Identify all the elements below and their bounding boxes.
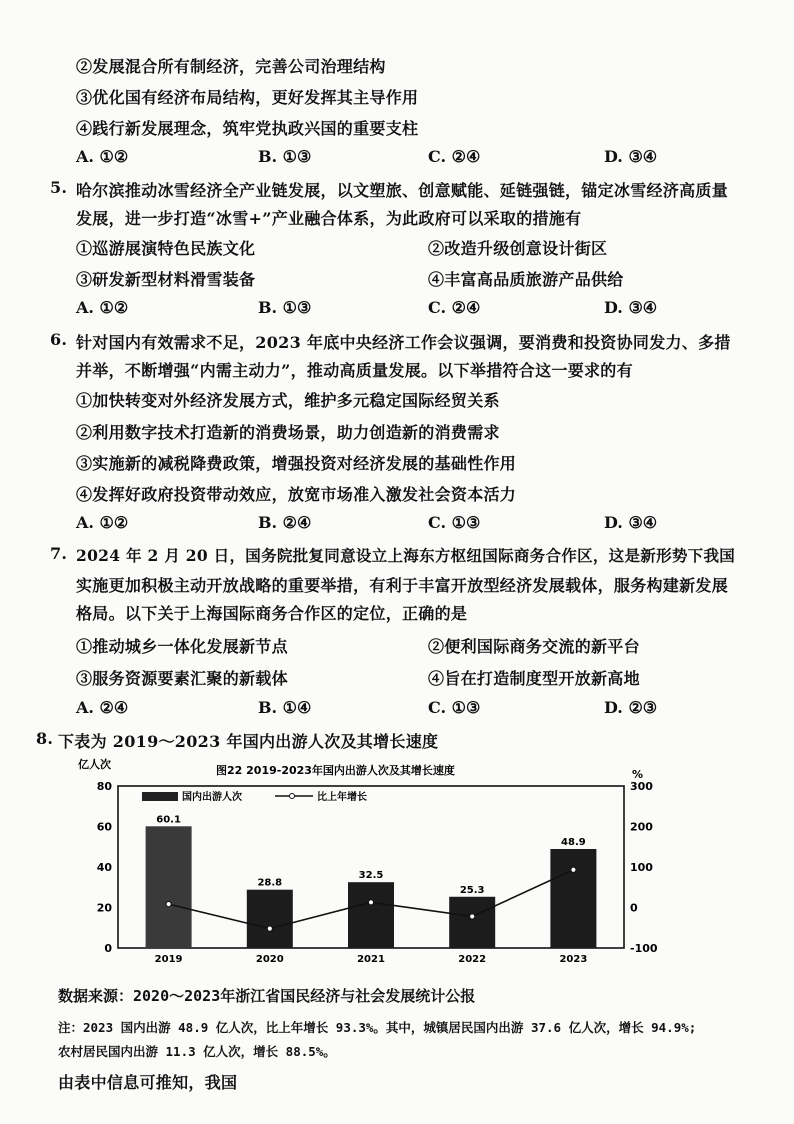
growth-point-2019 — [166, 901, 171, 906]
q7-item-1: ①推动城乡一体化发展新节点 — [76, 637, 288, 656]
q5-item-4: ④丰富高品质旅游产品供给 — [428, 270, 624, 289]
y-tick-label: 80 — [96, 780, 112, 793]
q5-item-3: ③研发新型材料滑雪装备 — [76, 270, 256, 289]
bar-label-2021: 32.5 — [358, 870, 384, 882]
q7-number: 7. — [50, 544, 68, 563]
q6-item-1: ①加快转变对外经济发展方式，维护多元稳定国际经贸关系 — [76, 391, 500, 410]
bar-2019 — [146, 826, 192, 948]
tourism-chart — [70, 758, 670, 968]
q6-option-a: A. ①② — [76, 513, 129, 532]
q7-option-b: B. ①④ — [258, 698, 312, 717]
x-tick-2022: 2022 — [458, 954, 487, 965]
q6-option-d: D. ③④ — [604, 513, 658, 532]
y2-tick-label: 100 — [630, 861, 653, 874]
q6-item-2: ②利用数字技术打造新的消费场景，助力创造新的消费需求 — [76, 423, 500, 442]
q7-stem-line1: 2024 年 2 月 20 日，国务院批复同意设立上海东方枢纽国际商务合作区，这是新形势下我国 — [76, 546, 736, 565]
q5-option-a: A. ①② — [76, 298, 129, 317]
y-tick-label: 40 — [96, 861, 112, 874]
q4-option-d: D. ③④ — [604, 147, 658, 166]
growth-point-2020 — [267, 926, 272, 931]
q6-number: 6. — [50, 330, 68, 349]
y-axis-label: 亿人次 — [78, 758, 111, 771]
q7-option-d: D. ②③ — [604, 698, 658, 717]
q8-number: 8. — [36, 729, 54, 748]
q7-item-4: ④旨在打造制度型开放新高地 — [428, 669, 640, 688]
q6-option-c: C. ①③ — [428, 513, 481, 532]
legend-line-marker — [290, 794, 295, 799]
bar-label-2019: 60.1 — [156, 814, 181, 826]
q8-note-line2: 农村居民国内出游 11.3 亿人次，增长 88.5%。 — [58, 1044, 336, 1059]
q4-item-3: ③优化国有经济布局结构，更好发挥其主导作用 — [76, 88, 419, 107]
q4-option-c: C. ②④ — [428, 147, 481, 166]
q7-option-c: C. ①③ — [428, 698, 481, 717]
q4-item-2: ②发展混合所有制经济，完善公司治理结构 — [76, 57, 386, 76]
q5-number: 5. — [50, 178, 68, 197]
y-tick-label: 60 — [96, 820, 112, 834]
y2-tick-label: 300 — [630, 780, 653, 793]
legend-line-label: 比上年增长 — [317, 792, 367, 803]
q7-option-a: A. ②④ — [76, 698, 129, 717]
q7-item-3: ③服务资源要素汇聚的新载体 — [76, 669, 288, 688]
q5-item-2: ②改造升级创意设计街区 — [428, 239, 608, 258]
q7-stem-line3: 格局。以下关于上海国际商务合作区的定位，正确的是 — [76, 604, 468, 623]
growth-point-2021 — [368, 900, 373, 905]
bar-label-2023: 48.9 — [561, 836, 586, 848]
q5-stem-line1: 哈尔滨推动冰雪经济全产业链发展，以文塑旅、创意赋能、延链强链，锚定冰雪经济高质量 — [76, 181, 729, 200]
q5-option-d: D. ③④ — [604, 298, 658, 317]
bar-2023 — [550, 849, 596, 948]
bar-2020 — [247, 890, 293, 948]
q6-item-4: ④发挥好政府投资带动效应，放宽市场准入激发社会资本活力 — [76, 485, 517, 504]
growth-point-2023 — [571, 867, 576, 872]
q5-stem-line2: 发展，进一步打造“冰雪+”产业融合体系，为此政府可以采取的措施有 — [76, 209, 582, 228]
q8-data-source: 数据来源：2020～2023年浙江省国民经济与社会发展统计公报 — [58, 987, 476, 1005]
y-tick-label: 0 — [104, 942, 112, 955]
q4-option-b: B. ①③ — [258, 147, 312, 166]
q8-stem: 下表为 2019～2023 年国内出游人次及其增长速度 — [58, 732, 439, 751]
q6-stem-line1: 针对国内有效需求不足，2023 年底中央经济工作会议强调，要消费和投资协同发力、多措 — [76, 333, 731, 352]
x-tick-2021: 2021 — [357, 954, 385, 965]
bar-label-2022: 25.3 — [459, 884, 485, 896]
q4-item-4: ④践行新发展理念，筑牢党执政兴国的重要支柱 — [76, 119, 419, 138]
y-tick-label: 20 — [96, 901, 112, 915]
q4-option-a: A. ①② — [76, 147, 129, 166]
y2-tick-label: 200 — [630, 820, 653, 834]
q8-note-line1: 注：2023 国内出游 48.9 亿人次，比上年增长 93.3%。其中，城镇居民国内出游 37.6 亿人次，增长 94.9%; — [58, 1020, 697, 1035]
y2-tick-label: -100 — [630, 942, 658, 955]
q7-item-2: ②便利国际商务交流的新平台 — [428, 637, 640, 656]
q5-option-b: B. ①③ — [258, 298, 312, 317]
q8-follow-text: 由表中信息可推知，我国 — [58, 1073, 238, 1092]
growth-point-2022 — [470, 914, 475, 919]
bar-label-2020: 28.8 — [257, 877, 283, 889]
q6-stem-line2: 并举，不断增强“内需主动力”，推动高质量发展。以下举措符合这一要求的有 — [76, 361, 633, 380]
y2-tick-label: 0 — [630, 901, 638, 915]
chart-title: 图22 2019-2023年国内出游人次及其增长速度 — [216, 764, 455, 777]
x-tick-2023: 2023 — [559, 954, 588, 965]
q7-stem-line2: 实施更加积极主动开放战略的重要举措，有利于丰富开放型经济发展载体，服务构建新发展 — [76, 576, 729, 595]
legend-bar-label: 国内出游人次 — [182, 792, 242, 803]
legend-bar-swatch — [142, 792, 178, 801]
x-tick-2020: 2020 — [255, 954, 284, 965]
q6-item-3: ③实施新的减税降费政策，增强投资对经济发展的基础性作用 — [76, 454, 517, 473]
bar-2021 — [348, 882, 394, 948]
q5-item-1: ①巡游展演特色民族文化 — [76, 239, 256, 258]
q5-option-c: C. ②④ — [428, 298, 481, 317]
x-tick-2019: 2019 — [154, 954, 183, 965]
bar-2022 — [449, 897, 495, 948]
q6-option-b: B. ②④ — [258, 513, 312, 532]
y2-axis-label: % — [632, 768, 644, 781]
